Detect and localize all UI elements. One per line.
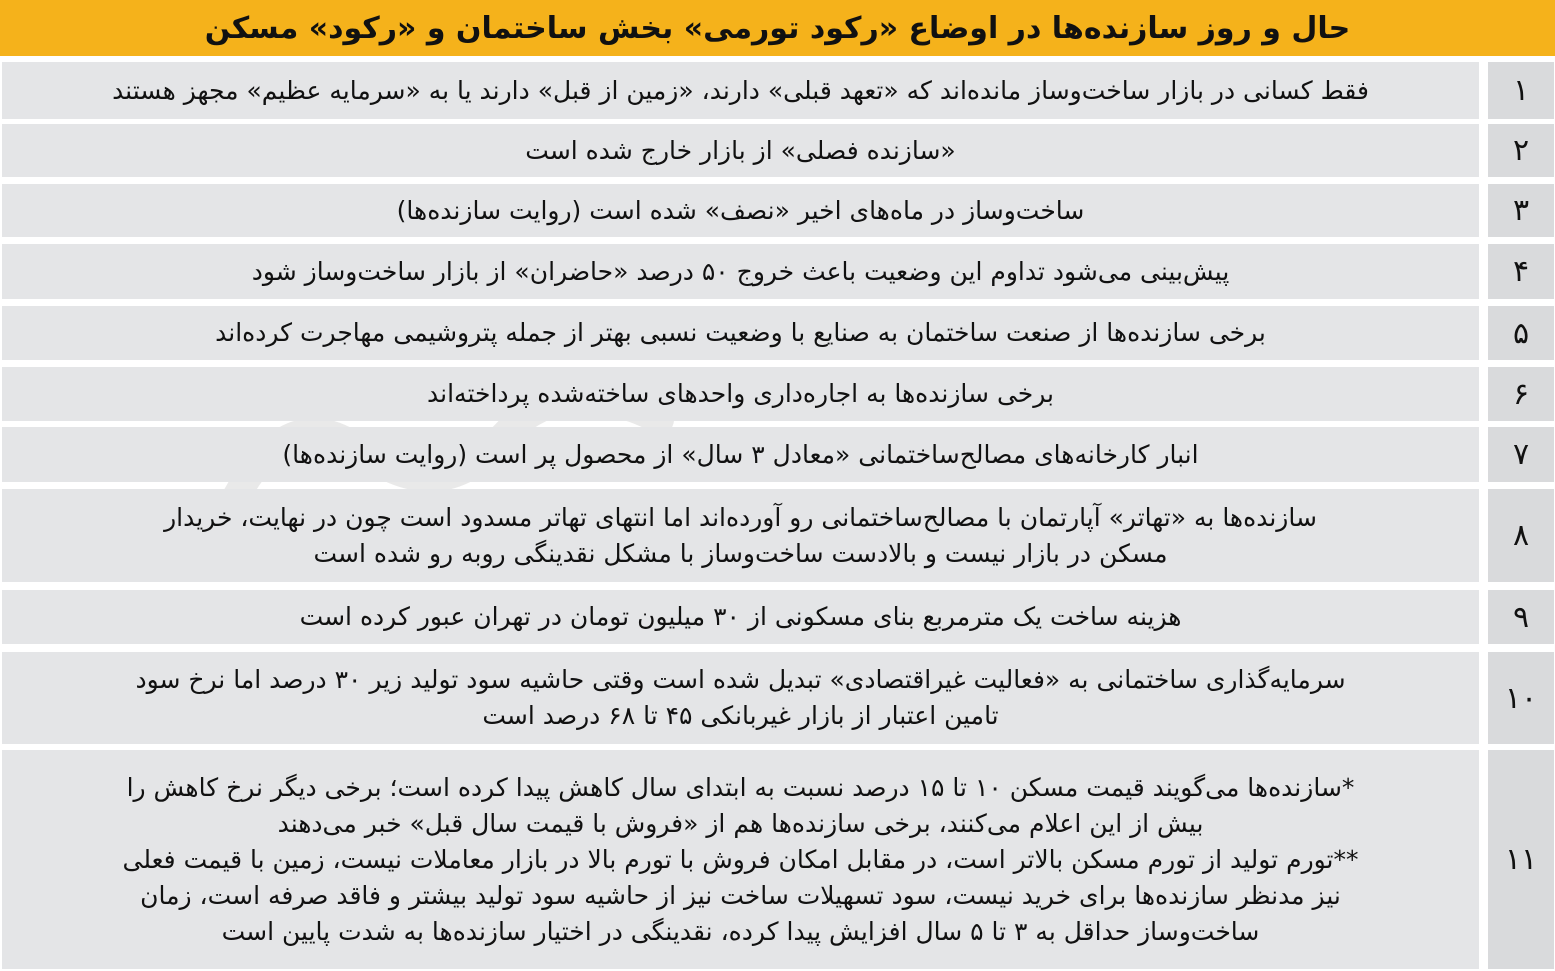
row-line: سرمایه‌گذاری ساختمانی به «فعالیت غیراقتصادی» تبدیل شده است وقتی حاشیه سود تولید زیر ۳۰ درصد اما نرخ سود [135,665,1346,694]
row-line: **تورم تولید از تورم مسکن بالاتر است، در مقابل امکان فروش با تورم بالا در بازار معاملات نیست، زمین با قیمت فعلی [122,844,1359,874]
row-line: انبار کارخانه‌های مصالح‌ساختمانی «معادل ۳ سال» از محصول پر است (روایت سازنده‌ها) [282,439,1199,469]
row-text [2,244,1479,299]
row-line: *سازنده‌ها می‌گویند قیمت مسکن ۱۰ تا ۱۵ درصد نسبت به ابتدای سال کاهش پیدا کرده است؛ برخی دیگر نرخ کاهش را [126,772,1355,802]
table-row [0,652,1555,744]
row-number: ۸ [1488,489,1554,582]
row-number: ۵ [1488,306,1554,360]
table-row [0,590,1555,644]
row-number: ۶ [1488,367,1554,421]
row-text [2,367,1479,421]
row-line: سازنده‌ها به «تهاتر» آپارتمان با مصالح‌ساختمانی رو آورده‌اند اما انتهای تهاتر مسدود است چون در نهایت، خریدار [164,502,1317,532]
row-text [2,652,1479,744]
row-line: «سازنده فصلی» از بازار خارج شده است [525,135,956,165]
row-text [2,427,1479,482]
table-row [0,489,1555,582]
table-row [0,306,1555,360]
table-row [0,427,1555,482]
row-number: ۱۰ [1488,652,1554,744]
table-row [0,184,1555,237]
row-line: بیش از این اعلام می‌کنند، برخی سازنده‌ها هم از «فروش با قیمت سال قبل» خبر می‌دهند [277,808,1204,838]
table-row [0,750,1555,969]
row-line: مسکن در بازار نیست و بالادست ساخت‌وساز با مشکل نقدینگی روبه رو شده است [313,538,1168,568]
page-title: حال و روز سازنده‌ها در اوضاع «رکود تورمی» بخش ساختمان و «رکود» مسکن [204,10,1351,46]
row-number: ۲ [1488,124,1554,177]
row-line: تامین اعتبار از بازار غیربانکی ۴۵ تا ۶۸ درصد است [482,701,999,730]
row-line: ساخت‌وساز در ماه‌های اخیر «نصف» شده است (روایت سازنده‌ها) [396,195,1085,225]
row-text [2,306,1479,360]
row-line: برخی سازنده‌ها از صنعت ساختمان به صنایع با وضعیت نسبی بهتر از جمله پتروشیمی مهاجرت کرده‌اند [215,318,1266,347]
row-line: هزینه ساخت یک مترمربع بنای مسکونی از ۳۰ میلیون تومان در تهران عبور کرده است [299,602,1182,631]
row-line: برخی سازنده‌ها به اجاره‌داری واحدهای ساخته‌شده پرداخته‌اند [427,379,1054,408]
row-text [2,750,1479,969]
title-bar [0,0,1555,56]
row-line: نیز مدنظر سازنده‌ها برای خرید نیست، سود تسهیلات ساخت نیز از حاشیه سود تولید بیشتر و فاقد صرفه است، زمان [140,880,1341,910]
row-line: پیش‌بینی می‌شود تداوم این وضعیت باعث خروج ۵۰ درصد «حاضران» از بازار ساخت‌وساز شود [251,256,1230,286]
row-line: ساخت‌وساز حداقل به ۳ تا ۵ سال افزایش پیدا کرده، نقدینگی در اختیار سازنده‌ها به شدت پایین است [221,916,1260,946]
row-text [2,62,1479,119]
row-number: ۷ [1488,427,1554,482]
row-number: ۹ [1488,590,1554,644]
row-text [2,489,1479,582]
row-number: ۱۱ [1488,750,1554,969]
row-number: ۴ [1488,244,1554,299]
row-number: ۳ [1488,184,1554,237]
table-row [0,62,1555,119]
row-line: فقط کسانی در بازار ساخت‌وساز مانده‌اند که «تعهد قبلی» دارند، «زمین از قبل» دارند یا به «سرمایه عظیم» مجهز هستند [112,75,1369,105]
table-row [0,367,1555,421]
table-row [0,124,1555,177]
row-number: ۱ [1488,62,1554,119]
row-text [2,590,1479,644]
table-row [0,244,1555,299]
row-text [2,124,1479,177]
row-text [2,184,1479,237]
